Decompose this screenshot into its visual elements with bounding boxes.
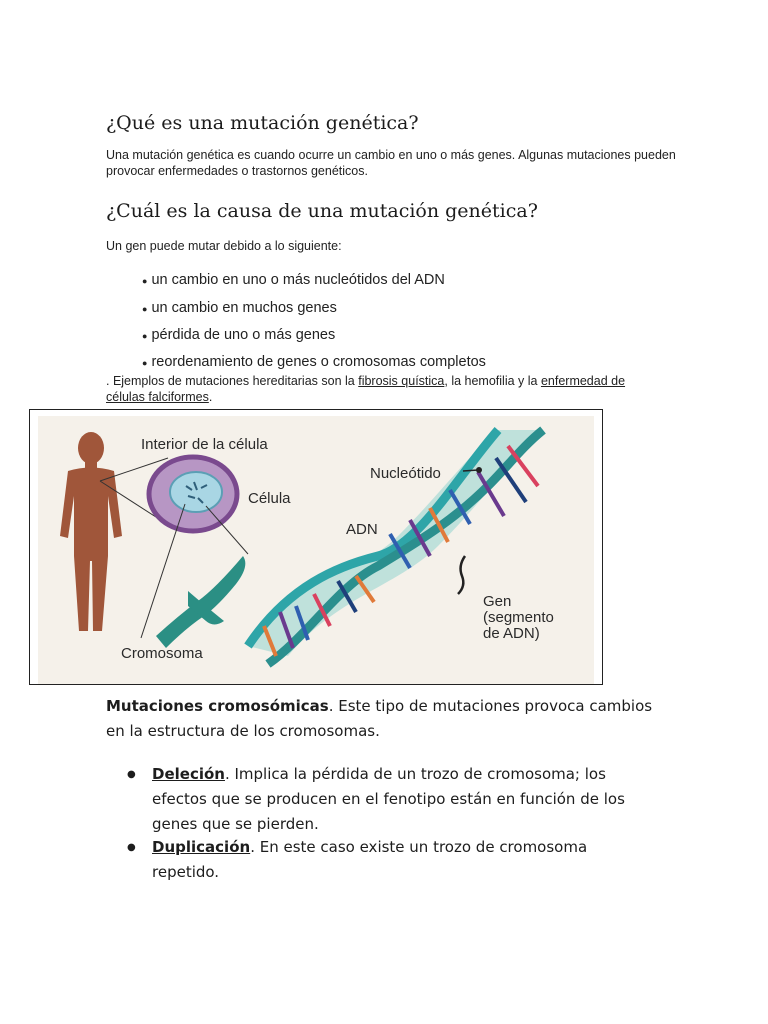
bullet-icon: ● [127, 842, 136, 853]
link-fibrosis[interactable]: fibrosis quística [358, 374, 445, 388]
examples-paragraph [106, 373, 666, 405]
list-item [142, 300, 337, 316]
list-item [142, 272, 445, 288]
list-item [142, 327, 335, 343]
examples-text: , la hemofilia y la [444, 374, 541, 388]
chromosomal-mutations-paragraph [106, 694, 666, 744]
heading-what-is-mutation: ¿Qué es una mutación genética? [106, 112, 419, 134]
cause-intro: Un gen puede mutar debido a lo siguiente: [106, 239, 342, 253]
dna-figure [29, 409, 603, 685]
list-item-text: un cambio en uno o más nucleótidos del ADN [151, 272, 445, 288]
label-chromosome: Cromosoma [121, 645, 203, 662]
label-gene-dna: de ADN) [483, 625, 540, 642]
examples-text: . Ejemplos de mutaciones hereditarias son la [106, 374, 359, 388]
list-item [127, 762, 647, 837]
list-item-text [152, 762, 647, 837]
definition-paragraph: Una mutación genética es cuando ocurre un cambio en uno o más genes. Algunas mutaciones pueden provocar enfermedades o trastornos genéticos. [106, 148, 676, 178]
link-sickle-cell[interactable]: enfermedad de células falciformes [106, 374, 626, 404]
figure-canvas [38, 416, 594, 684]
term-duplication: Duplicación [152, 838, 251, 856]
list-item-text [152, 835, 647, 885]
list-item-text: reordenamiento de genes o cromosomas completos [151, 354, 486, 370]
label-cell-interior: Interior de la célula [141, 436, 268, 453]
label-nucleotide: Nucleótido [370, 465, 441, 482]
duplication-text: . En este caso existe un trozo de cromosoma repetido. [152, 838, 588, 881]
list-item-text: un cambio en muchos genes [151, 300, 337, 316]
chromosome-illustration [156, 556, 245, 648]
label-dna: ADN [346, 521, 378, 538]
heading-cause-of-mutation: ¿Cuál es la causa de una mutación genética? [106, 200, 538, 222]
examples-text: . [208, 390, 213, 404]
dna-illustration [38, 416, 594, 684]
bullet-icon: ● [142, 276, 148, 286]
label-gene: Gen [483, 593, 512, 610]
human-figure [60, 432, 122, 631]
list-item-text: pérdida de uno o más genes [151, 327, 336, 343]
bullet-icon: ● [142, 358, 148, 368]
term-chromosomal-mutations: Mutaciones cromosómicas [106, 697, 329, 715]
term-deletion: Deleción [152, 765, 225, 783]
bullet-icon: ● [127, 769, 136, 780]
bullet-icon: ● [142, 331, 148, 341]
label-gene-segment: (segmento [483, 609, 554, 626]
cell-illustration [149, 457, 237, 531]
list-item [142, 354, 486, 370]
chromosomal-mutations-text: . Este tipo de mutaciones provoca cambios en la estructura de los cromosomas. [106, 697, 653, 740]
bullet-icon: ● [142, 304, 148, 314]
label-cell: Célula [248, 490, 291, 507]
deletion-text: . Implica la pérdida de un trozo de cromosoma; los efectos que se producen en el fenotipo están en función de los genes que se pierden. [152, 765, 625, 833]
list-item [127, 835, 647, 885]
